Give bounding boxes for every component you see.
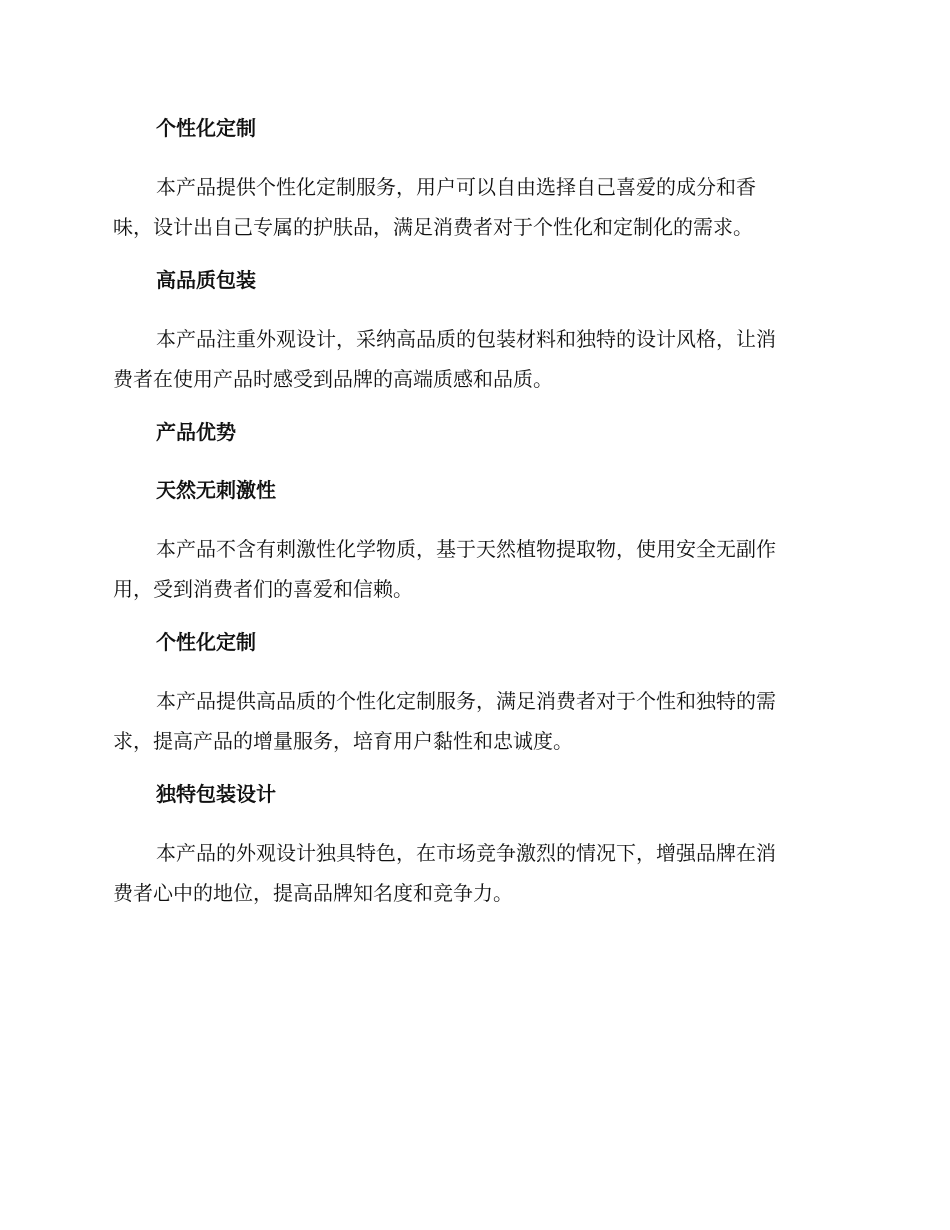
section-paragraph — [113, 319, 843, 399]
paragraph-line: 本产品的外观设计独具特色，在市场竞争激烈的情况下，增强品牌在消 — [156, 841, 776, 865]
document-body — [113, 112, 843, 913]
section-paragraph — [113, 681, 843, 761]
paragraph-line: 用，受到消费者们的喜爱和信赖。 — [113, 577, 413, 601]
paragraph-line: 费者心中的地位，提高品牌知名度和竞争力。 — [113, 881, 513, 905]
section-heading: 天然无刺激性 — [156, 478, 276, 502]
paragraph-line: 本产品提供高品质的个性化定制服务，满足消费者对于个性和独特的需 — [156, 689, 776, 713]
paragraph-line: 本产品提供个性化定制服务，用户可以自由选择自己喜爱的成分和香 — [156, 175, 756, 199]
section-heading: 高品质包装 — [156, 268, 256, 292]
paragraph-line: 味，设计出自己专属的护肤品，满足消费者对于个性化和定制化的需求。 — [113, 215, 753, 239]
section-paragraph — [113, 529, 843, 609]
section-heading: 个性化定制 — [156, 630, 256, 654]
paragraph-line: 本产品注重外观设计，采纳高品质的包装材料和独特的设计风格，让消 — [156, 327, 776, 351]
section-heading: 个性化定制 — [156, 116, 256, 140]
section-paragraph — [113, 167, 843, 247]
paragraph-line: 求，提高产品的增量服务，培育用户黏性和忠诚度。 — [113, 729, 573, 753]
paragraph-line: 本产品不含有刺激性化学物质，基于天然植物提取物，使用安全无副作 — [156, 537, 776, 561]
section-heading: 产品优势 — [156, 420, 236, 444]
section-paragraph — [113, 833, 843, 913]
paragraph-line: 费者在使用产品时感受到品牌的高端质感和品质。 — [113, 367, 553, 391]
section-heading: 独特包装设计 — [156, 782, 276, 806]
